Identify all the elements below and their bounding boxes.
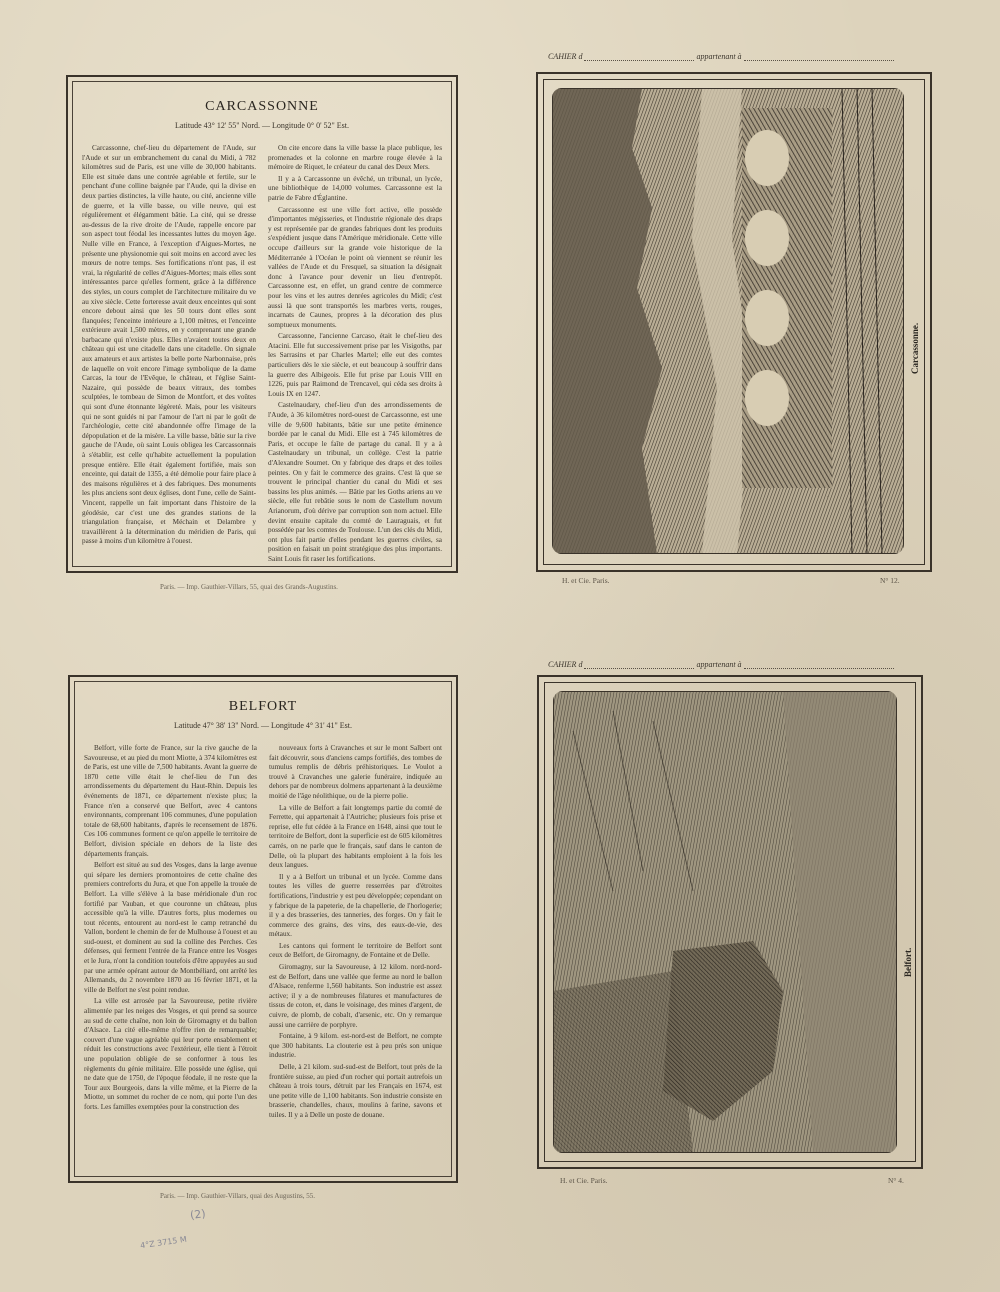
paragraph: Fontaine, à 9 kilom. est-nord-est de Belfort, ne compte que 300 habitants. La clouterie est à peu près son unique industrie. bbox=[269, 1032, 442, 1060]
belfort-cahier-line bbox=[548, 660, 894, 669]
paragraph: Belfort, ville forte de France, sur la rive gauche de la Savoureuse, et au pied du mont Miotte, à 374 kilomètres est de Paris, est une ville de 7,500 habitants. Avant la guerre de 1870 cette ville était le chef-lieu de l'un des arrondissements du département du Haut-Rhin. Depuis les événements de 1871, ce département n'existe plus; la France n'en a conservé que Belfort, avec 4 cantons environnants, comprenant 106 communes, d'une population totale de 68,600 habitants, d'après le recensement de 1876. Ces 106 communes forment ce qu'on appelle le territoire de Belfort, division spéciale en dehors de la liste des départements français. bbox=[84, 744, 257, 858]
paragraph: On cite encore dans la ville basse la place publique, les promenades et la colonne en marbre rouge élevée à la mémoire de Riquet, le créateur du canal des Deux Mers. bbox=[268, 144, 442, 172]
carcassonne-plate-number: N° 12. bbox=[880, 576, 900, 585]
cahier-blank bbox=[584, 668, 694, 669]
paragraph: Carcassonne est une ville fort active, elle possède d'importantes mégisseries, et l'industrie régionale des draps y est représentée par de grandes fabriques dont les produits s'expédient jusque dans l'Amérique méridionale. Cette ville occupe d'ailleurs sur la grande voie historique de la Méditerranée à l'Océan le point où viennent se réunir les vallées de l'Aude et du Fresquel, sa situation la désignait donc à l'avance pour devenir un lieu d'entrepôt. Carcassonne est, en effet, un grand centre de commerce pour les vins et les autres denrées agricoles du Midi; c'est aussi là que sont transportés les marbres verts, rouges, incarnats de Caunes, propres à la décoration des plus somptueux monuments. bbox=[268, 205, 442, 329]
carcassonne-engraving bbox=[552, 88, 904, 554]
paragraph: Il y a à Belfort un tribunal et un lycée. Comme dans toutes les villes de guerre resserrées par d'étroites fortifications, l'industrie y est peu développée; cependant on y fabrique de la papeterie, de la chapellerie, de l'horlogerie; il y a des brasseries, des tanneries, des forges. On y fait le commerce des grains, des vins, des eaux-de-vie, des métaux. bbox=[269, 872, 442, 939]
appartenant-blank bbox=[744, 668, 894, 669]
carcassonne-text-panel bbox=[66, 75, 458, 573]
belfort-caption: Belfort. bbox=[903, 947, 913, 977]
paragraph: Castelnaudary, chef-lieu d'un des arrondissements de l'Aude, à 36 kilomètres nord-ouest de Carcassonne, est une ville de 9,600 habitants, bâtie sur une petite éminence bordée par le canal du Midi. Elle est à 745 kilomètres de Paris, et occupe le faîte de partage du canal. Il y a à Castelnaudary un tribunal, un collège. C'est la patrie d'Alexandre Soumet. On y fabrique des draps et des toiles peintes. On y fait le commerce des grains. C'est là que se trouvent le principal chantier du canal du Midi et ses bassins les plus animés. — Bâtie par les Goths ariens au ve siècle, elle fut rebâtie sous le nom de Castellum novum Arianorum, d'où dérive par corruption son nom actuel. Elle devint ensuite capitale du comté de Lauraguais, et fut possédée par les comtes de Toulouse. L'un des clés du Midi, ont plus fait partie d'elles pendant les guerres civiles, sa position en faisait un point stratégique des plus importants. Saint Louis fit raser les fortifications. bbox=[268, 401, 442, 563]
cahier-label: CAHIER d bbox=[548, 52, 583, 61]
belfort-publisher: H. et Cie. Paris. bbox=[560, 1176, 608, 1185]
belfort-plate-number: N° 4. bbox=[888, 1176, 904, 1185]
paragraph: Les cantons qui forment le territoire de Belfort sont ceux de Belfort, de Giromagny, de Fontaine et de Delle. bbox=[269, 941, 442, 960]
belfort-image-frame bbox=[537, 675, 923, 1169]
carcassonne-title: CARCASSONNE bbox=[205, 99, 319, 114]
paragraph: Il y a à Carcassonne un évêché, un tribunal, un lycée, une bibliothèque de 14,000 volumes. Carcassonne est la patrie de Fabre d'Églantine. bbox=[268, 174, 442, 202]
cahier-blank bbox=[584, 60, 694, 61]
appartenant-blank bbox=[744, 60, 894, 61]
paragraph: La ville est arrosée par la Savoureuse, petite rivière alimentée par les neiges des Vosges, et qui prend sa source au sud de cette chaîne, non loin de Giromagny et du ballon d'Alsace. La cité elle-même n'offre rien de remarquable; couvert d'une vague agréable qui leur porte ensablement et réduit les constructions avec l'extérieur, elle tient à l'étroit une population obligée de se conformer à tous les règlements du génie militaire. Elle possède une église, qui ne date que de 1750, de l'époque féodale, il ne reste que la Tour aux Bourgeois, dans la ville même, et la Pierre de la Miotte, un sommet du rocher de ce nom, qui porte l'un des forts. Les familles exemptées pour la construction des bbox=[84, 997, 257, 1111]
belfort-engraving bbox=[553, 691, 897, 1153]
belfort-coordinates: Latitude 47° 38' 13" Nord. — Longitude 4° 31' 41" Est. bbox=[173, 721, 352, 730]
carcassonne-landscape-illustration bbox=[552, 88, 904, 554]
belfort-imprint: Paris. — Imp. Gauthier-Villars, quai des Augustins, 55. bbox=[160, 1192, 315, 1200]
paragraph: Giromagny, sur la Savoureuse, à 12 kilom. nord-nord-est de Belfort, dans une vallée que ferme au nord le ballon d'Alsace, renferme 1,560 habitants. Son industrie est assez active; il y a de nombreuses filatures et manufactures de tissus de coton, et, dans le voisinage, des mines d'argent, de cuivre, de plomb, de cobalt, d'arsenic, etc. On y remarque aussi une carrière de porphyre. bbox=[269, 963, 442, 1029]
cahier-label: CAHIER d bbox=[548, 660, 583, 669]
belfort-column-right bbox=[269, 744, 442, 1123]
carcassonne-coordinates: Latitude 43° 12' 55" Nord. — Longitude 0° 0' 52" Est. bbox=[174, 121, 349, 130]
paragraph: Delle, à 21 kilom. sud-sud-est de Belfort, tout près de la frontière suisse, au pied d'un rocher qui portait autrefois un château à trois tours, détruit par les Français en 1674, est une petite ville de 1,100 habitants. Son industrie consiste en brasserie, chandelles, chaux, moulins à farine, savons et tuiles. Il y a à Delle un poste de douane. bbox=[269, 1063, 442, 1119]
paragraph: Carcassonne, chef-lieu du département de l'Aude, sur l'Aude et sur un embranchement du canal du Midi, à 782 kilomètres sud de Paris, est une ville de 30,000 habitants. Elle est située dans une contrée agréable et fertile, sur le penchant d'une colline baignée par l'Aude, qui la divise en deux parties distinctes, la ville haute, ou cité, ancienne ville de guerre, et la ville basse, ou ville neuve, qui est régulièrement et élégamment bâtie. La cité, qui se dresse au-dessus de la rive droite de l'Aude, rappelle encore par son aspect tout féodal les incessantes luttes du moyen âge. Nulle ville en France, à l'exception d'Aigues-Mortes, ne présente une physionomie qui soit moins en accord avec les mœurs de notre temps. Ses fortifications n'ont pas, il est vrai, la régularité de celles d'Aigues-Mortes; mais elles sont intéressantes parce qu'elles forment, grâce à la différence des styles, un cours complet de l'architecture militaire du ve au xive siècle. Cette forteresse avait deux enceintes qui sont encore debout ainsi que les 50 tours dont elles sont flanquées; l'enceinte intérieure a 1,100 mètres, et l'enceinte extérieure avait 1,500 mètres, en y comprenant une grande barbacane qui n'existe plus. Elles n'avaient toutes deux en château qui est une citadelle dans une citadelle. On signale aux amateurs et aux artistes la belle porte Narbonnaise, près de laquelle on voit encore l'image symbolique de la dame Carcas, la tour de l'Evêque, le château, et l'église Saint-Nazaire, qui possède de beaux vitraux, des tombes sculptées, le tombeau de Simon de Montfort, et des voûtes qui sont d'une étonnante légèreté. Mais, pour les visiteurs qui ne sont guidés ni par l'amour de l'art ni par le goût de l'archéologie, cette cité abandonnée offre l'image de la dépopulation et de la misère. La ville basse, bâtie sur la rive gauche de l'Aude, où saint Louis obligea les Carcassonnais à s'établir, est celle qu'habite actuellement la population presque entière. Elle était également fortifiée, mais son enceinte, qui datait de 1355, a été démolie pour faire place à des maisons régulières et à des fabriques. Des monuments les plus anciens sont deux églises, dont l'une, celle de Saint-Vincent, rappelle un fait important dans l'histoire de la géodésie, car c'est une des grandes stations de la triangulation française, et Méchain et Delambre y travaillèrent à la détermination du méridien de Paris, qui passe à moins d'un kilomètre à l'ouest. bbox=[82, 144, 256, 546]
carcassonne-caption: Carcassonne. bbox=[910, 322, 920, 374]
paragraph: nouveaux forts à Cravanches et sur le mont Salbert ont fait découvrir, sous d'anciens camps fortifiés, des tombes de tumulus remplis de débris préhistoriques. Le Voulot a trouvé à Cravanches une galerie funéraire, indiquée au dehors par de nombreux dolmens appartenant à la deuxième moitié de l'âge néolithique, ou de la pierre polie. bbox=[269, 744, 442, 800]
paragraph: Belfort est situé au sud des Vosges, dans la large avenue qui sépare les derniers promontoires de cette chaîne des premiers contreforts du Jura, et que l'on appelle la trouée de Belfort. La ville s'élève à la base méridionale d'un roc fortifié par Vauban, et que couronne un château, plus accessible qu'à la ville. D'autres forts, plus modernes ou tout récents, entourent au nord-est le camp retranché du Vallon, bordent le chemin de fer de Mulhouse à l'ouest et au sud-ouest, et dominent au sud la colline des Perches. Ces défenses, qui ferment l'entrée de la France entre les Vosges et le Jura, n'ont la condition toutefois d'être appuyées au sud par une armée opérant autour de Montbéliard, ont arrêté les Allemands, du 2 novembre 1870 au 16 février 1871, et la ville de Belfort ne s'est point rendue. bbox=[84, 861, 257, 994]
belfort-text-panel bbox=[68, 675, 458, 1183]
carcassonne-publisher: H. et Cie. Paris. bbox=[562, 576, 610, 585]
appartenant-label: appartenant à bbox=[696, 52, 742, 61]
pencil-annotation: (2) bbox=[189, 1206, 207, 1223]
carcassonne-column-left bbox=[82, 144, 256, 567]
carcassonne-column-right bbox=[268, 144, 442, 567]
carcassonne-imprint: Paris. — Imp. Gauthier-Villars, 55, quai des Grands-Augustins. bbox=[160, 583, 338, 591]
belfort-title: BELFORT bbox=[228, 699, 298, 714]
belfort-column-left bbox=[84, 744, 257, 1123]
belfort-landscape-illustration bbox=[553, 691, 897, 1153]
paragraph: Carcassonne, l'ancienne Carcaso, était le chef-lieu des Atacini. Elle fut successivement prise par les Visigoths, par les Sarrasins et par Charles Martel; elle eut des comtes particuliers dès le xie siècle, et eut beaucoup à souffrir dans la guerre des Albigeois. Elle fut prise par Louis VIII en 1226, puis par Raimond de Trencavel, qui céda ses droits à Louis IX en 1247. bbox=[268, 332, 442, 398]
paragraph: La ville de Belfort a fait longtemps partie du comté de Ferrette, qui appartenait à l'Autriche; plusieurs fois prise et reprise, elle fut cédée à la France en 1648, ainsi que tout le territoire de Belfort, dont la superficie est de 605 kilomètres carrés, on ne parle que le français, sauf dans le canton de Delle, où la plupart des habitants emploient à la fois les deux langues. bbox=[269, 803, 442, 870]
appartenant-label: appartenant à bbox=[696, 660, 742, 669]
carcassonne-image-frame bbox=[536, 72, 932, 572]
carcassonne-cahier-line bbox=[548, 52, 894, 61]
pencil-shelfmark: 4°Z 3715 M bbox=[139, 1234, 188, 1251]
